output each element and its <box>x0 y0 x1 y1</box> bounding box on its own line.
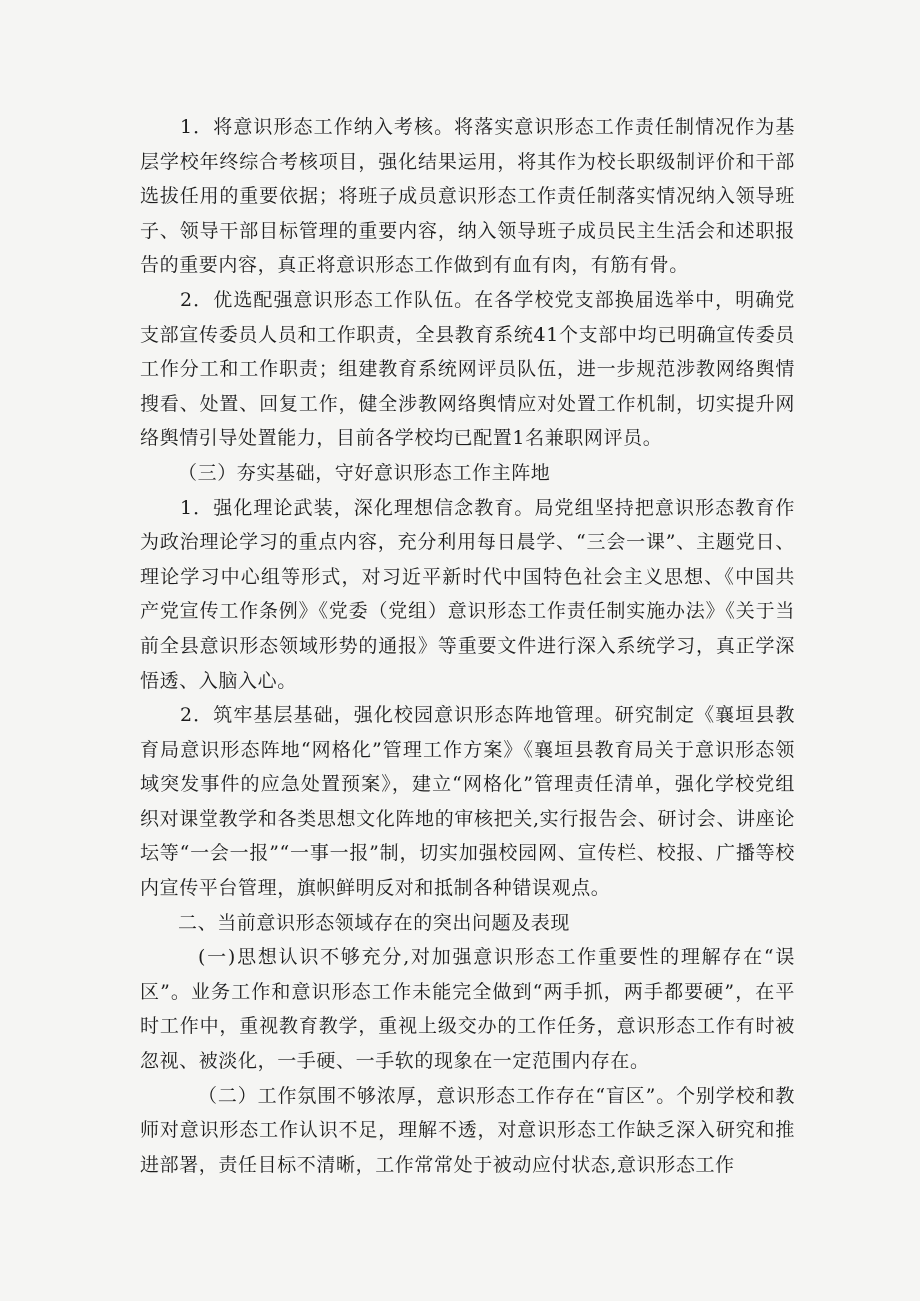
paragraph-awareness: (一)思想认识不够充分,对加强意识形态工作重要性的理解存在“误区”。业务工作和意识形态工作未能完全做到“两手抓，两手都要硬”，在平时工作中，重视教育教学，重视上级交办的工作任务，意识形态工作有时被忽视、被淡化，一手硬、一手软的现象在一定范围内存在。 <box>140 946 795 1073</box>
document-body <box>140 110 795 1182</box>
paragraph-atmosphere: （二）工作氛围不够浓厚，意识形态工作存在“盲区”。个别学校和教师对意识形态工作认识不足，理解不透，对意识形态工作缺乏深入研究和推进部署，责任目标不清晰，工作常常处于被动应付状态,意识形态工作 <box>140 1084 795 1176</box>
section-heading-problems: 二、当前意识形态领域存在的突出问题及表现 <box>178 911 571 934</box>
paragraph-team: 2．优选配强意识形态工作队伍。在各学校党支部换届选举中，明确党支部宣传委员人员和工作职责，全县教育系统41个支部中均已明确宣传委员工作分工和工作职责；组建教育系统网评员队伍，进一步规范涉教网络舆情搜看、处置、回复工作，健全涉教网络舆情应对处置工作机制，切实提升网络舆情引导处置能力，目前各学校均已配置1名兼职网评员。 <box>140 288 795 450</box>
paragraph-grassroots: 2．筑牢基层基础，强化校园意识形态阵地管理。研究制定《襄垣县教育局意识形态阵地“网格化”管理工作方案》《襄垣县教育局关于意识形态领域突发事件的应急处置预案》，建立“网格化”管理责任清单，强化学校党组织对课堂教学和各类思想文化阵地的审核把关,实行报告会、研讨会、讲座论坛等“一会一报”“一事一报”制，切实加强校园网、宣传栏、校报、广播等校内宣传平台管理，旗帜鲜明反对和抵制各种错误观点。 <box>140 704 795 900</box>
section-heading-foundation: （三）夯实基础，守好意识形态工作主阵地 <box>178 461 551 484</box>
paragraph-theory: 1．强化理论武装，深化理想信念教育。局党组坚持把意识形态教育作为政治理论学习的重点内容，充分利用每日晨学、“三会一课”、主题党日、理论学习中心组等形式，对习近平新时代中国特色社会主义思想、《中国共产党宣传工作条例》《党委（党组）意识形态工作责任制实施办法》《关于当前全县意识形态领域形势的通报》等重要文件进行深入系统学习，真正学深悟透、入脑入心。 <box>140 496 795 692</box>
paragraph-assessment: 1．将意识形态工作纳入考核。将落实意识形态工作责任制情况作为基层学校年终综合考核项目，强化结果运用，将其作为校长职级制评价和干部选拔任用的重要依据；将班子成员意识形态工作责任制落实情况纳入领导班子、领导干部目标管理的重要内容，纳入领导班子成员民主生活会和述职报告的重要内容，真正将意识形态工作做到有血有肉，有筋有骨。 <box>140 116 795 277</box>
